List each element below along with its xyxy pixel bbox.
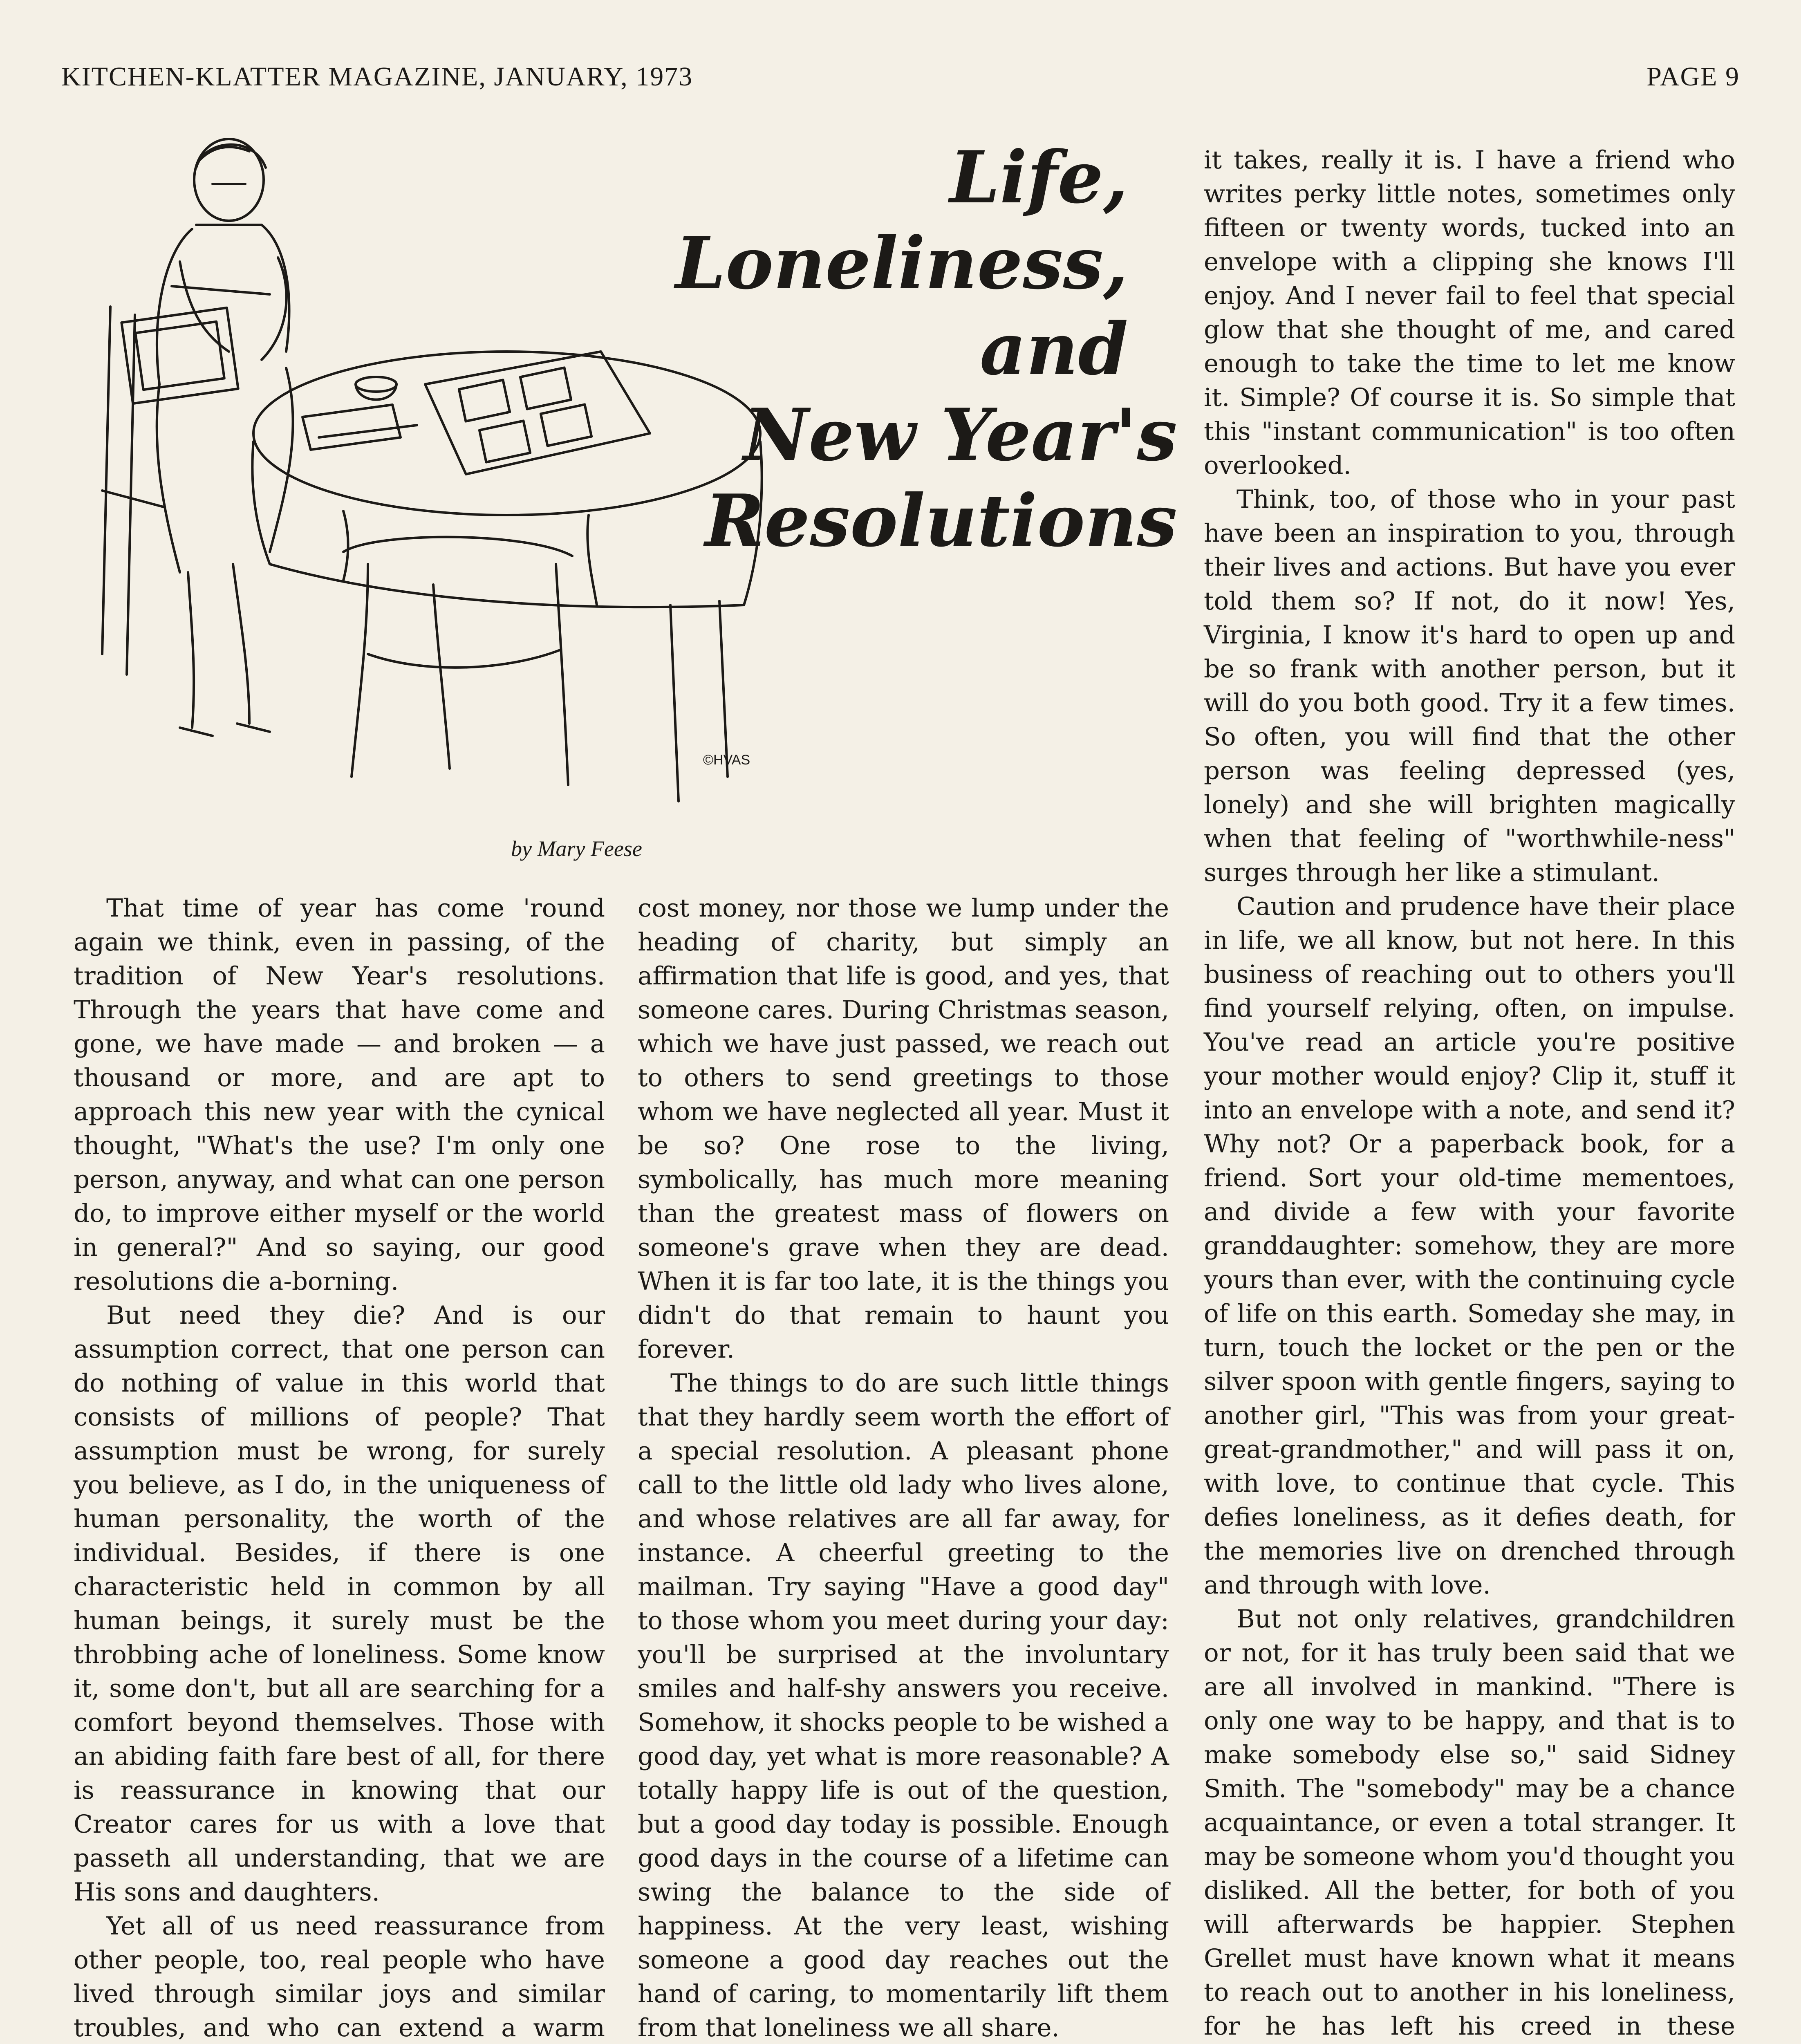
- paragraph: The things to do are such little things that they hardly seem worth the effort of a special resolution. A pleasant phone call to the little old lady who lives alone, and whose relatives are all far away, for instance. A cheerful greeting to the mailman. Try saying "Have a good day" to those whom you meet during your day: you'll be surprised at the involuntary smiles and half-shy answers you receive. Somehow, it shocks people to be wished a good day, yet what is more reasonable? A totally happy life is out of the question, but a good day today is possible. Enough good days in the course of a lifetime can swing the balance to the side of happiness. At the very least, wishing someone a good day reaches out the hand of caring, to momentarily lift them from that loneliness we all share.: [638, 1369, 1169, 2042]
- page-header: [61, 61, 1740, 98]
- paragraph: Caution and prudence have their place in life, we all know, but not here. In this business of reaching out to others you'll find yourself relying, often, on impulse. You've read an article you're positive your mother would enjoy? Clip it, stuff it into an envelope with a note, and send it? Why not? Or a paperback book, for a friend. Sort your old-time mementoes, and divide a few with your favorite granddaughter: somehow, they are more yours than ever, with the continuing cycle of life on this earth. Someday she may, in turn, touch the locket or the pen or the silver spoon with gentle fingers, saying to another girl, "This was from your great-great-grandmother," and will pass it on, with love, to continue that cycle. This defies loneliness, as it defies death, for the memories live on drenched through and through with love.: [1204, 892, 1735, 1600]
- column-3: [1204, 143, 1735, 2044]
- title-line-1: Life, Loneliness, and: [675, 136, 1128, 391]
- title-line-2: New Year's Resolutions: [705, 393, 1177, 563]
- byline: by Mary Feese: [511, 836, 642, 861]
- illustration-credit: ©HVAS: [703, 752, 750, 768]
- magazine-title: KITCHEN-KLATTER MAGAZINE, JANUARY, 1973: [61, 62, 693, 92]
- page-number: PAGE 9: [1646, 62, 1740, 92]
- paragraph: But need they die? And is our assumption correct, that one person can do nothing of value in this world that consists of millions of people? That assumption must be wrong, for surely you believe, as I do, in the uniqueness of human personality, the worth of the individual. Besides, if there is one characteristic held in common by all human beings, it surely must be the throbbing ache of loneliness. Some know it, some don't, but all are searching for a comfort beyond themselves. Those with an abiding faith fare best of all, for there is reassurance in knowing that our Creator cares for us with a love that passeth all understanding, that we are His sons and daughters.: [74, 1301, 605, 1907]
- column-1: [74, 891, 605, 2044]
- paragraph: But not only relatives, grandchildren or not, for it has truly been said that we are all involved in mankind. "There is only one way to be happy, and that is to make somebody else so," said Sidney Smith. The "somebody" may be a chance acquaintance, or even a total stranger. It may be someone whom you'd thought you disliked. All the better, for both of you will afterwards be happier. Stephen Grellet must have known what it means to reach out to another in his loneliness, for he has left his creed in these: [1204, 1605, 1735, 2041]
- paragraph: cost money, nor those we lump under the heading of charity, but simply an affirmation that life is good, and yes, that someone cares. During Christmas season, which we have just passed, we reach out to others to send greetings to those whom we have neglected all year. Must it be so? One rose to the living, symbolically, has much more meaning than the greatest mass of flowers on someone's grave when they are dead. When it is far too late, it is the things you didn't do that remain to haunt you forever.: [638, 894, 1169, 1364]
- column-2: [638, 891, 1169, 2044]
- paragraph: Yet all of us need reassurance from other people, too, real people who have lived through similar joys and similar troubles, and who can extend a warm: [74, 1912, 605, 2042]
- paragraph: That time of year has come 'round again we think, even in passing, of the tradition of New Year's resolutions. Through the years that have come and gone, we have made — and broken — a thousand or more, and are apt to approach this new year with the cynical thought, "What's the use? I'm only one person, anyway, and what can one person do, to improve either myself or the world in general?" And so saying, our good resolutions die a-borning.: [74, 894, 605, 1296]
- article-title: [531, 135, 1177, 564]
- paragraph: Think, too, of those who in your past have been an inspiration to you, through their lives and actions. But have you ever told them so? If not, do it now! Yes, Virginia, I know it's hard to open up and be so frank with another person, but it will do you both good. Try it a few times. So often, you will find that the other person was feeling depressed (yes, lonely) and she will brighten magically when that feeling of "worthwhile-ness" surges through her like a stimulant.: [1204, 485, 1735, 887]
- paragraph: it takes, really it is. I have a friend who writes perky little notes, sometimes only fifteen or twenty words, tucked into an envelope with a clipping she knows I'll enjoy. And I never fail to feel that special glow that she thought of me, and cared enough to take the time to let me know it. Simple? Of course it is. So simple that this "instant communication" is too often overlooked.: [1204, 146, 1735, 480]
